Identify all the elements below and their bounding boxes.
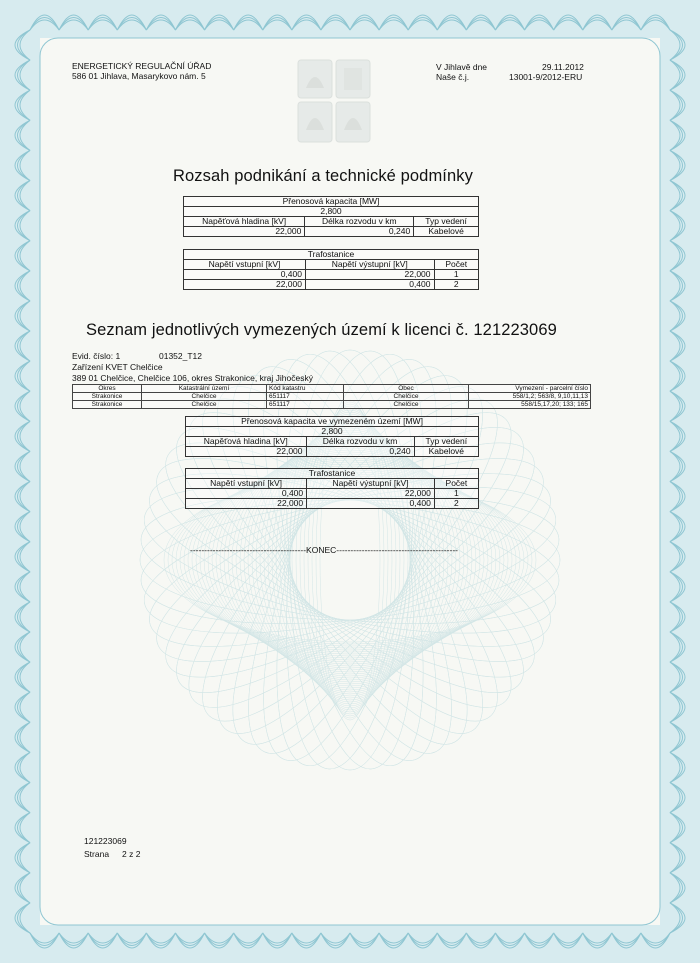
table-cell: Chelčice [344, 393, 469, 401]
capacity-label: Přenosová kapacita [MW] [184, 197, 479, 207]
issuer-address: 586 01 Jihlava, Masarykovo nám. 5 [72, 71, 206, 81]
table-header: Typ vedení [414, 437, 478, 447]
ref-number: 13001-9/2012-ERU [509, 72, 583, 82]
table-cell: Chelčice [142, 393, 267, 401]
evid-label: Evid. číslo: 1 [72, 351, 121, 361]
table-cell: 0,400 [186, 489, 307, 499]
table-cell: Kabelové [414, 447, 478, 457]
table-header: Délka rozvodu v km [306, 437, 414, 447]
trafo-title: Trafostanice [186, 469, 479, 479]
table-cell: 651117 [267, 401, 344, 409]
table-cell: 2 [434, 499, 478, 509]
table-cell: 1 [434, 489, 478, 499]
table-header: Okres [73, 385, 142, 393]
location-table [72, 384, 591, 409]
capacity-table [183, 196, 479, 237]
facility-name: Zařízení KVET Chelčice [72, 362, 163, 372]
evid-code: 01352_T12 [159, 351, 203, 361]
table-cell: 1 [434, 270, 479, 280]
table-cell: Strakonice [73, 393, 142, 401]
trafo-table [183, 249, 479, 290]
capacity-value: 2,800 [184, 207, 479, 217]
table-header: Napětí vstupní [kV] [184, 260, 306, 270]
table-cell: Strakonice [73, 401, 142, 409]
table-cell: 0,400 [307, 499, 435, 509]
footer-license-number: 121223069 [84, 836, 127, 846]
table-header: Kód katastru [267, 385, 344, 393]
table-header: Napětí výstupní [kV] [307, 479, 435, 489]
section1-title: Rozsah podnikání a technické podmínky [173, 167, 473, 185]
table-cell: Chelčice [344, 401, 469, 409]
table-cell: 0,240 [306, 447, 414, 457]
area-capacity-table [185, 416, 479, 457]
table-header: Katastrální území [142, 385, 267, 393]
table-header: Napětí vstupní [kV] [186, 479, 307, 489]
area-trafo-table [185, 468, 479, 509]
table-cell: 22,000 [186, 447, 307, 457]
table-cell: 22,000 [186, 499, 307, 509]
ref-label: Naše č.j. [436, 72, 470, 82]
table-cell: 558/1,2; 563/8, 9,10,11,13 [469, 393, 591, 401]
table-header: Délka rozvodu v km [305, 217, 414, 227]
table-header: Napěťová hladina [kV] [186, 437, 307, 447]
footer-page-value: 2 z 2 [122, 849, 141, 859]
table-header: Typ vedení [414, 217, 479, 227]
table-cell: 651117 [267, 393, 344, 401]
trafo-title: Trafostanice [184, 250, 479, 260]
place-label: V Jihlavě dne [436, 62, 488, 72]
table-cell: 2 [434, 280, 479, 290]
section2-title: Seznam jednotlivých vymezených území k licenci č. 121223069 [86, 321, 557, 339]
coat-of-arms-icon [298, 60, 370, 142]
table-cell: 22,000 [307, 489, 435, 499]
table-header: Počet [434, 260, 479, 270]
table-header: Vymezení - parcelní číslo [469, 385, 591, 393]
table-cell: 0,400 [184, 270, 306, 280]
capacity-value: 2,800 [186, 427, 479, 437]
facility-address: 389 01 Chelčice, Chelčice 106, okres Strakonice, kraj Jihočeský [72, 373, 313, 383]
footer-page-label: Strana [84, 849, 110, 859]
table-cell: Kabelové [414, 227, 479, 237]
table-header: Napěťová hladina [kV] [184, 217, 305, 227]
issue-date: 29.11.2012 [542, 62, 584, 72]
table-cell: 22,000 [305, 270, 434, 280]
table-cell: Chelčice [142, 401, 267, 409]
table-header: Počet [434, 479, 478, 489]
table-cell: 22,000 [184, 227, 305, 237]
table-cell: 0,240 [305, 227, 414, 237]
end-marker: -----------------------------------------KONEC------------------------------------------- [190, 545, 458, 555]
table-header: Obec [344, 385, 469, 393]
table-cell: 0,400 [305, 280, 434, 290]
table-header: Napětí výstupní [kV] [305, 260, 434, 270]
issuer-name: ENERGETICKÝ REGULAČNÍ ÚŘAD [72, 61, 212, 71]
capacity-label: Přenosová kapacita ve vymezeném území [MW] [186, 417, 479, 427]
table-cell: 22,000 [184, 280, 306, 290]
table-cell: 558/15,17,20; 133; 165 [469, 401, 591, 409]
